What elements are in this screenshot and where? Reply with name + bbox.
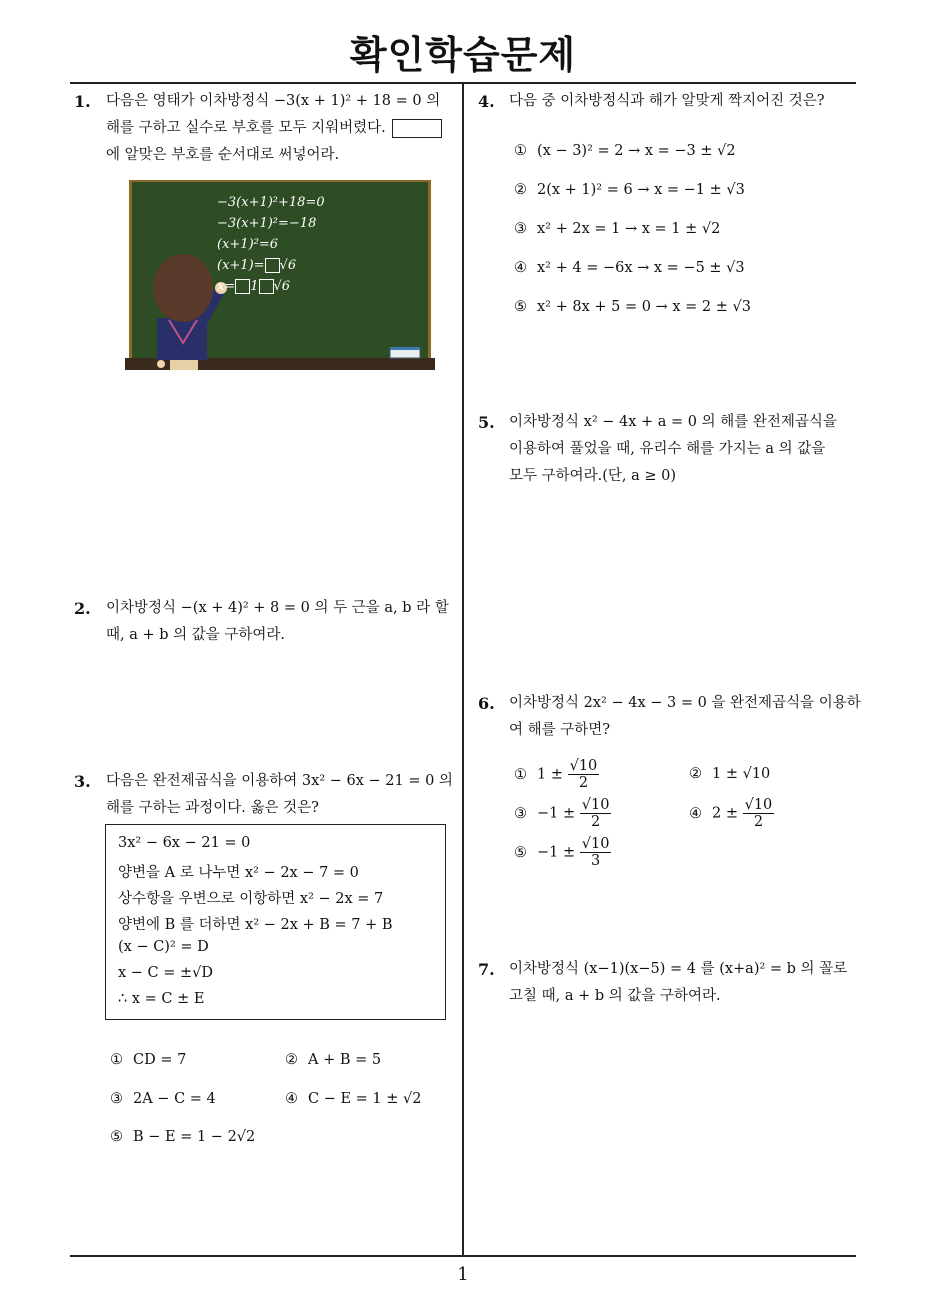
process-line-3: 상수항을 우변으로 이항하면 x² − 2x = 7 xyxy=(118,891,384,907)
problem-1-line-1: 다음은 영태가 이차방정식 −3(x + 1)² + 18 = 0 의 xyxy=(106,93,441,109)
option-mark: ④ xyxy=(514,260,527,276)
option-prefix: 2 ± xyxy=(712,805,738,822)
option-text: x² + 2x = 1 → x = 1 ± √2 xyxy=(537,221,721,237)
problem-6-number: 6. xyxy=(478,694,495,713)
fraction-denominator: 2 xyxy=(753,814,764,830)
board-line-5-a: x= xyxy=(217,279,236,294)
option-mark: ④ xyxy=(689,805,702,822)
problem-3-process-box xyxy=(105,824,446,1020)
option-prefix: 1 ± √10 xyxy=(712,766,771,782)
option-mark: ⑤ xyxy=(514,844,527,861)
problem-7-text xyxy=(509,956,861,1010)
problem-4-option-2[interactable] xyxy=(514,182,745,198)
problem-2-line-1: 이차방정식 −(x + 4)² + 8 = 0 의 두 근을 a, b 라 할 xyxy=(106,600,449,616)
problem-3-option-4[interactable] xyxy=(285,1091,421,1107)
fraction-denominator: 2 xyxy=(578,775,589,791)
problem-4-text xyxy=(509,88,859,115)
problem-5-line-3: 모두 구하여라.(단, a ≥ 0) xyxy=(509,468,677,484)
board-equations xyxy=(217,192,325,297)
problem-5-text xyxy=(509,409,861,490)
problem-1-number: 1. xyxy=(74,92,91,111)
option-mark: ③ xyxy=(110,1091,123,1107)
problem-6-line-2: 여 해를 구하면? xyxy=(509,722,611,738)
process-line-7: ∴ x = C ± E xyxy=(118,991,205,1007)
problem-3-option-5[interactable] xyxy=(110,1129,255,1145)
problem-6-text xyxy=(509,690,861,744)
problem-7-line-1: 이차방정식 (x−1)(x−5) = 4 를 (x+a)² = b 의 꼴로 xyxy=(509,961,848,977)
option-text: (x − 3)² = 2 → x = −3 ± √2 xyxy=(537,143,736,159)
option-mark: ② xyxy=(514,182,527,198)
boy-hair xyxy=(153,254,213,322)
option-mark: ② xyxy=(285,1052,298,1068)
problem-5-line-2: 이용하여 풀었을 때, 유리수 해를 가지는 a 의 값을 xyxy=(509,441,826,457)
problem-7-number: 7. xyxy=(478,960,495,979)
board-line-5 xyxy=(217,276,325,297)
board-line-4-b: √6 xyxy=(279,258,297,273)
column-divider xyxy=(462,83,464,1256)
board-blank-2 xyxy=(235,279,250,294)
option-mark: ③ xyxy=(514,221,527,237)
problem-3-option-1[interactable] xyxy=(110,1052,186,1068)
problem-3-line-1: 다음은 완전제곱식을 이용하여 3x² − 6x − 21 = 0 의 xyxy=(106,773,453,789)
problem-4-line-1: 다음 중 이차방정식과 해가 알맞게 짝지어진 것은? xyxy=(509,93,825,109)
problem-3-number: 3. xyxy=(74,772,91,791)
problem-2-text xyxy=(106,595,458,649)
problem-3-option-2[interactable] xyxy=(285,1052,381,1068)
problem-1-line-2-text: 해를 구하고 실수로 부호를 모두 지워버렸다. xyxy=(106,120,386,136)
fraction-numerator: √10 xyxy=(581,836,610,852)
board-line-4 xyxy=(217,255,325,276)
problem-6-option-5[interactable] xyxy=(514,836,611,869)
option-mark: ③ xyxy=(514,805,527,822)
option-text: A + B = 5 xyxy=(308,1052,382,1068)
problem-4-option-4[interactable] xyxy=(514,260,745,276)
option-mark: ① xyxy=(514,143,527,159)
fraction-denominator: 3 xyxy=(590,853,601,869)
fraction-numerator: √10 xyxy=(744,797,773,813)
page-number: 1 xyxy=(457,1264,469,1285)
option-fraction xyxy=(568,758,600,791)
page-title: 확인학습문제 xyxy=(349,33,577,77)
bottom-rule xyxy=(70,1255,856,1257)
answer-blank-box xyxy=(392,119,442,138)
option-fraction xyxy=(580,797,612,830)
problem-5-line-1: 이차방정식 x² − 4x + a = 0 의 해를 완전제곱식을 xyxy=(509,414,837,430)
option-fraction xyxy=(580,836,612,869)
board-blank-1 xyxy=(265,258,280,273)
problem-1-line-2 xyxy=(106,115,456,142)
option-mark: ① xyxy=(110,1052,123,1068)
problem-3-option-3[interactable] xyxy=(110,1091,216,1107)
option-text: B − E = 1 − 2√2 xyxy=(133,1129,256,1145)
problem-2-line-2: 때, a + b 의 값을 구하여라. xyxy=(106,627,286,643)
board-line-4-a: (x+1)= xyxy=(217,258,265,273)
boy-pants xyxy=(170,360,198,370)
board-line-3: (x+1)²=6 xyxy=(217,237,279,252)
problem-6-option-1[interactable] xyxy=(514,758,599,791)
board-blank-3 xyxy=(259,279,274,294)
process-line-5: (x − C)² = D xyxy=(118,939,209,955)
option-text: x² + 4 = −6x → x = −5 ± √3 xyxy=(537,260,745,276)
option-mark: ② xyxy=(689,766,702,782)
problem-4-option-5[interactable] xyxy=(514,299,751,315)
problem-7-line-2: 고칠 때, a + b 의 값을 구하여라. xyxy=(509,988,721,1004)
option-mark: ⑤ xyxy=(514,299,527,315)
process-line-6: x − C = ±√D xyxy=(118,965,214,981)
option-text: 2A − C = 4 xyxy=(133,1091,216,1107)
option-prefix: −1 ± xyxy=(537,805,576,822)
process-line-4: 양변에 B 를 더하면 x² − 2x + B = 7 + B xyxy=(118,917,393,933)
option-prefix: 1 ± xyxy=(537,766,563,783)
option-mark: ① xyxy=(514,766,527,783)
problem-3-line-2: 해를 구하는 과정이다. 옳은 것은? xyxy=(106,800,319,816)
problem-4-number: 4. xyxy=(478,92,495,111)
fraction-numerator: √10 xyxy=(581,797,610,813)
problem-3-text xyxy=(106,768,458,822)
option-mark: ④ xyxy=(285,1091,298,1107)
board-line-5-c: √6 xyxy=(273,279,291,294)
option-prefix: −1 ± xyxy=(537,844,576,861)
problem-6-option-2[interactable] xyxy=(689,766,770,782)
option-mark: ⑤ xyxy=(110,1129,123,1145)
problem-2-number: 2. xyxy=(74,599,91,618)
eraser-top xyxy=(390,347,420,350)
fraction-numerator: √10 xyxy=(569,758,598,774)
problem-4-option-3[interactable] xyxy=(514,221,720,237)
problem-1-line-3: 에 알맞은 부호를 순서대로 써넣어라. xyxy=(106,147,340,163)
option-text: x² + 8x + 5 = 0 → x = 2 ± √3 xyxy=(537,299,751,315)
problem-6-option-3[interactable] xyxy=(514,797,611,830)
boy-left-hand xyxy=(157,360,165,368)
boy-shirt xyxy=(157,318,207,360)
board-line-2: −3(x+1)²=−18 xyxy=(217,216,317,231)
option-text: CD = 7 xyxy=(133,1052,187,1068)
problem-6-option-4[interactable] xyxy=(689,797,774,830)
process-line-2: 양변을 A 로 나누면 x² − 2x − 7 = 0 xyxy=(118,865,359,881)
board-line-1: −3(x+1)²+18=0 xyxy=(217,195,325,210)
problem-4-option-1[interactable] xyxy=(514,143,736,159)
option-text: 2(x + 1)² = 6 → x = −1 ± √3 xyxy=(537,182,745,198)
board-line-5-b: 1 xyxy=(250,279,259,294)
problem-5-number: 5. xyxy=(478,413,495,432)
chalkboard-illustration xyxy=(125,178,435,371)
option-fraction xyxy=(743,797,775,830)
problem-1-text xyxy=(106,88,456,169)
fraction-denominator: 2 xyxy=(590,814,601,830)
problem-6-line-1: 이차방정식 2x² − 4x − 3 = 0 을 완전제곱식을 이용하 xyxy=(509,695,861,711)
option-text: C − E = 1 ± √2 xyxy=(308,1091,422,1107)
process-line-1: 3x² − 6x − 21 = 0 xyxy=(118,835,251,851)
